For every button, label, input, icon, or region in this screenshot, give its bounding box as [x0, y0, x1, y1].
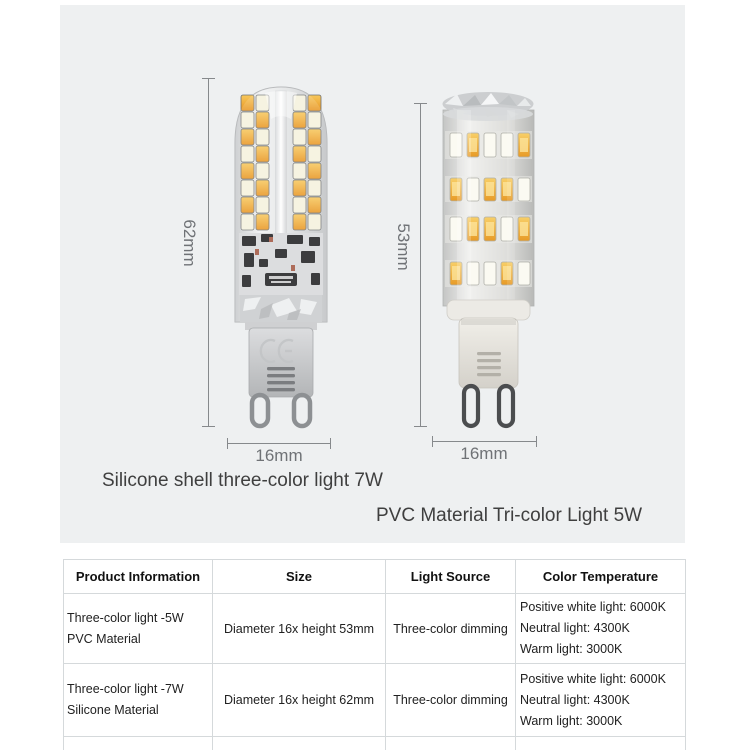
caption-silicone-7w: Silicone shell three-color light 7W	[102, 470, 383, 491]
cell-product-7w	[64, 664, 213, 737]
product-name: Three-color light -5W	[67, 610, 184, 625]
cell-size-7w: Diameter 16x height 62mm	[213, 664, 386, 737]
header-product-information: Product Information	[64, 560, 213, 594]
header-color-temperature: Color Temperature	[516, 560, 686, 594]
spec-table	[63, 559, 686, 750]
temp-warm: Warm light: 3000K	[520, 642, 623, 656]
width-label-left: 16mm	[255, 446, 303, 465]
temp-warm: Warm light: 3000K	[520, 713, 623, 728]
height-label-right: 53mm	[394, 223, 413, 271]
product-photo-section	[60, 5, 685, 543]
spec-table-header-row	[64, 560, 686, 594]
temp-neutral: Neutral light: 4300K	[520, 621, 630, 635]
temp-neutral: Neutral light: 4300K	[520, 692, 630, 707]
header-light-source: Light Source	[386, 560, 516, 594]
cell-color-temp-5w	[516, 594, 686, 664]
table-row-5w	[64, 594, 686, 664]
cell-light-source-7w: Three-color dimming	[386, 664, 516, 737]
caption-pvc-5w: PVC Material Tri-color Light 5W	[376, 505, 643, 526]
temp-positive-white: Positive white light: 6000K	[520, 600, 666, 614]
cell-color-temp-7w	[516, 664, 686, 737]
header-size: Size	[213, 560, 386, 594]
silicone-bulb-7w-photo	[231, 83, 331, 431]
temp-positive-white: Positive white light: 6000K	[520, 671, 666, 686]
product-name: Three-color light -7W	[67, 682, 184, 696]
table-row-7w	[64, 664, 686, 737]
height-label-left: 62mm	[180, 219, 199, 267]
cell-size-5w: Diameter 16x height 53mm	[213, 594, 386, 664]
height-dimension-line-right	[414, 103, 427, 427]
width-label-right: 16mm	[460, 444, 508, 463]
cell-light-source-5w: Three-color dimming	[386, 594, 516, 664]
pvc-bulb-5w-photo	[437, 88, 537, 432]
height-dimension-line-left	[202, 78, 215, 427]
cell-product-5w	[64, 594, 213, 664]
product-material: Silicone Material	[67, 703, 159, 717]
product-material: PVC Material	[67, 631, 141, 646]
table-row-cutoff	[64, 737, 686, 750]
